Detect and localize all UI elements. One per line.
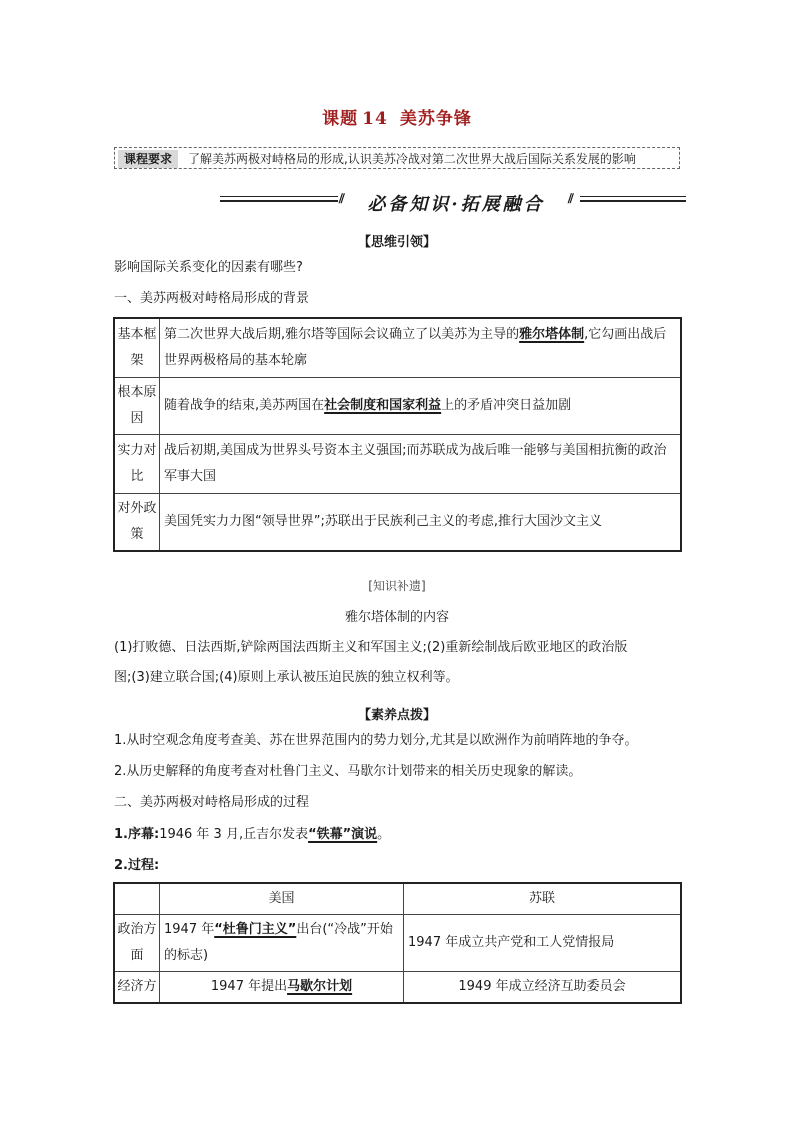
table-row — [114, 494, 681, 552]
knowledge-supplement-tag-text: 知识补遗 — [372, 579, 421, 593]
banner-ornament-right-icon: ⫽ — [568, 192, 574, 207]
section-banner — [220, 190, 686, 220]
course-requirement-label: 课程要求 — [118, 150, 178, 168]
supplement-line-2: 图;(3)建立联合国;(4)原则上承认被压迫民族的独立权利等。 — [114, 670, 459, 685]
table-row — [114, 972, 681, 1004]
content-text: 随着战争的结束,美苏两国在 — [164, 398, 325, 413]
row-key: 根本原因 — [114, 378, 160, 435]
content-emphasis: 社会制度和国家利益 — [324, 398, 442, 413]
banner-rule-left-bottom — [220, 200, 338, 202]
background-table — [113, 317, 682, 552]
prelude-emphasis: “铁幕”演说 — [308, 827, 378, 842]
lesson-title — [0, 104, 794, 129]
row-content — [160, 378, 682, 435]
banner-text: 必备知识·拓展融合 — [367, 194, 545, 215]
ussr-cell: 1949 年成立经济互助委员会 — [404, 972, 682, 1004]
row-key: 对外政策 — [114, 494, 160, 552]
row-content — [160, 318, 682, 378]
thinking-question: 影响国际关系变化的因素有哪些? — [114, 260, 303, 275]
us-emphasis: “杜鲁门主义” — [214, 922, 297, 937]
row-key: 基本框架 — [114, 318, 160, 378]
header-cell-us: 美国 — [160, 883, 404, 915]
row-key: 政治方面 — [114, 915, 160, 972]
us-cell — [160, 972, 404, 1004]
us-text: 出台(“冷战”开始的标志) — [164, 922, 393, 963]
supplement-title: 雅尔塔体制的内容 — [344, 610, 449, 625]
header-cell-ussr: 苏联 — [404, 883, 682, 915]
table-row — [114, 378, 681, 435]
table-header-row — [114, 883, 681, 915]
content-text: 第二次世界大战后期,雅尔塔等国际会议确立了以美苏为主导的 — [164, 327, 520, 342]
prelude-end: 。 — [377, 827, 391, 842]
supplement-line-1: (1)打败德、日法西斯,铲除两国法西斯主义和军国主义;(2)重新绘制战后欧亚地区的政治版 — [114, 640, 628, 655]
thinking-heading: 【思维引领】 — [357, 235, 436, 250]
banner-ornament-left-icon: ⫽ — [339, 192, 345, 207]
table-row — [114, 435, 681, 494]
prelude-label: 1.序幕: — [114, 827, 160, 842]
prelude-text: 1946 年 3 月,丘吉尔发表 — [159, 827, 309, 842]
knowledge-supplement-tag: [知识补遗] — [368, 579, 426, 593]
row-content: 战后初期,美国成为世界头号资本主义强国;而苏联成为战后唯一能够与美国相抗衡的政治军事大国 — [160, 435, 682, 494]
literacy-heading: 【素养点拨】 — [357, 708, 436, 723]
content-text: 上的矛盾冲突日益加剧 — [441, 398, 572, 413]
row-key: 经济方 — [114, 972, 160, 1004]
row-key: 实力对比 — [114, 435, 160, 494]
us-cell — [160, 915, 404, 972]
header-cell-empty — [114, 883, 160, 915]
section1-title: 一、美苏两极对峙格局形成的背景 — [114, 291, 310, 306]
lesson-name: 美苏争锋 — [399, 109, 472, 129]
banner-rule-right-top — [580, 196, 686, 197]
section2-title: 二、美苏两极对峙格局形成的过程 — [114, 795, 310, 810]
process-label: 2.过程: — [114, 858, 160, 873]
banner-rule-right-bottom — [580, 200, 686, 202]
us-text: 1947 年 — [164, 922, 215, 937]
ussr-cell: 1947 年成立共产党和工人党情报局 — [404, 915, 682, 972]
literacy-item-1: 1.从时空观念角度考查美、苏在世界范围内的势力划分,尤其是以欧洲作为前哨阵地的争夺。 — [114, 733, 638, 748]
prelude-line — [114, 825, 390, 845]
table-row — [114, 318, 681, 378]
literacy-item-2: 2.从历史解释的角度考查对杜鲁门主义、马歇尔计划带来的相关历史现象的解读。 — [114, 764, 582, 779]
course-requirement-box — [114, 147, 680, 169]
content-text: ,它勾画出战后世界两极格局的基本轮廓 — [164, 327, 667, 368]
content-emphasis: 雅尔塔体制 — [519, 327, 585, 342]
row-content: 美国凭实力力图“领导世界”;苏联出于民族利己主义的考虑,推行大国沙文主义 — [160, 494, 682, 552]
course-requirement-text: 了解美苏两极对峙格局的形成,认识美苏冷战对第二次世界大战后国际关系发展的影响 — [188, 151, 636, 166]
table-row — [114, 915, 681, 972]
lesson-title-prefix: 课题 — [322, 109, 359, 129]
banner-rule-left-top — [220, 196, 338, 197]
us-text: 1947 年提出 — [210, 979, 288, 994]
us-emphasis: 马歇尔计划 — [287, 979, 353, 994]
lesson-number: 14 — [362, 109, 388, 129]
process-table — [113, 882, 682, 1004]
